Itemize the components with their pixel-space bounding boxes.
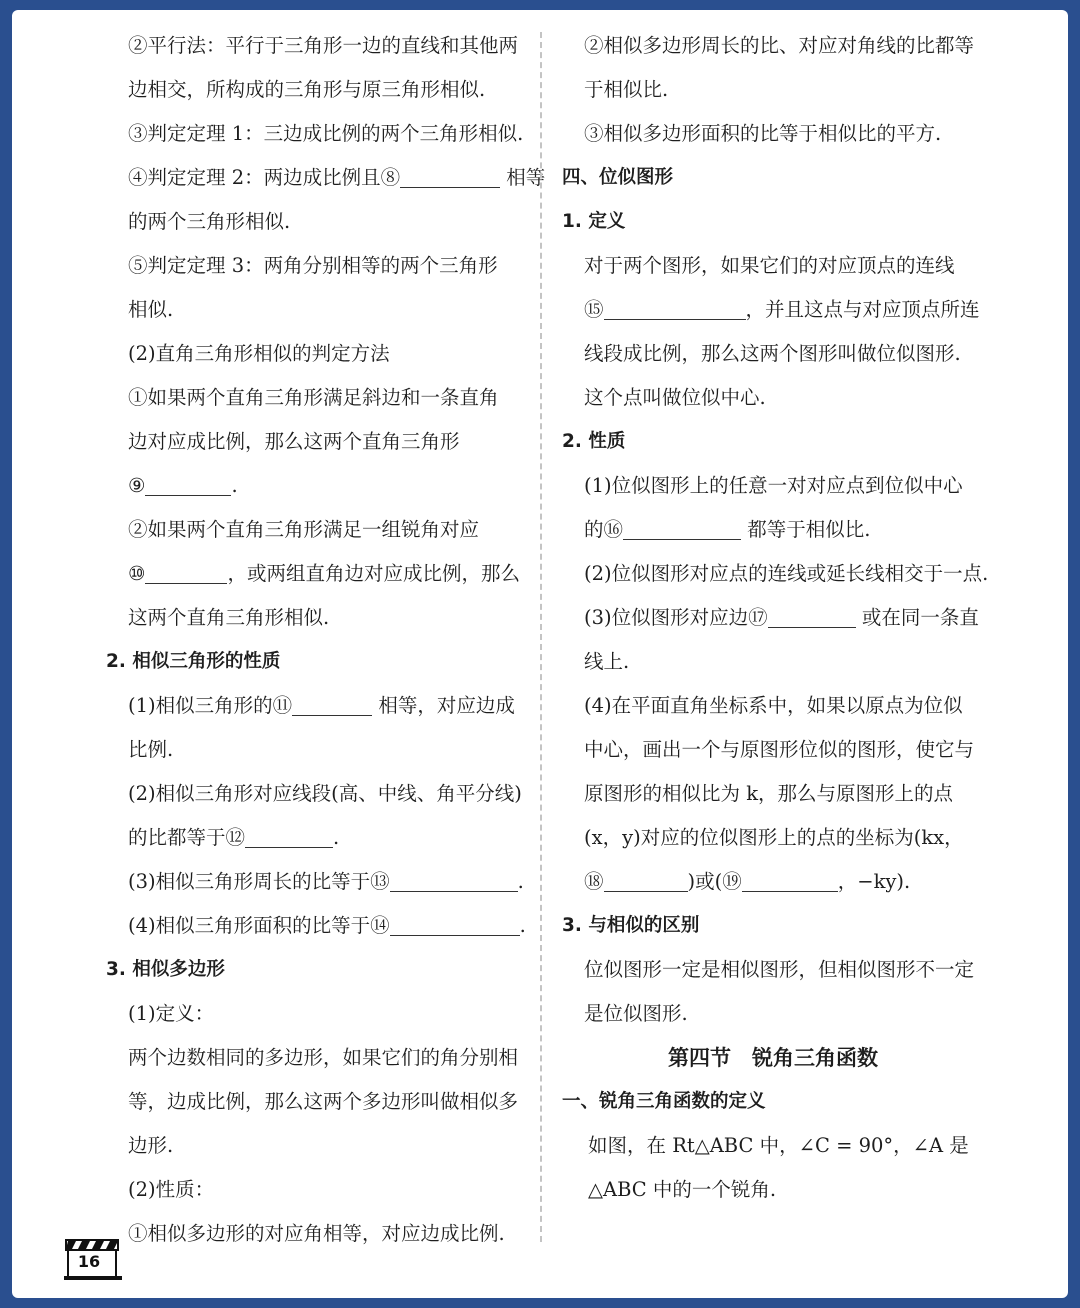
line-text: (2)直角三角形相似的判定方法 [128,342,390,365]
line-text: ⑩ [128,562,146,585]
left-text-line [128,816,339,860]
left-text-line [128,464,238,508]
line-text-after: . [333,826,340,849]
left-text-line [106,640,280,684]
left-text-line [128,1212,505,1256]
right-text-line [588,1168,776,1212]
line-text: 的两个三角形相似. [128,210,291,233]
line-text: (3)相似三角形周长的比等于⑬ [128,870,390,893]
line-text: 原图形的相似比为 k，那么与原图形上的点 [584,782,954,805]
left-text-line [128,552,520,596]
right-text-line [584,332,961,376]
line-text: 于相似比. [584,78,669,101]
line-text-after: 都等于相似比. [741,518,871,541]
line-text: 四、位似图形 [562,167,674,188]
fill-in-blank[interactable] [768,601,856,628]
page-number: 16 [77,1252,101,1271]
line-text: 等，边成比例，那么这两个多边形叫做相似多 [128,1090,519,1113]
line-text: ⑮ [584,298,604,321]
right-text-line [562,1080,766,1124]
line-text: 边形. [128,1134,174,1157]
column-divider [540,32,542,1242]
right-text-line [584,860,910,904]
fill-in-blank[interactable] [604,293,746,320]
line-text-after: 相等，对应边成 [372,694,515,717]
line-text: 2. 相似三角形的性质 [106,651,281,672]
right-text-line [584,376,766,420]
right-text-line [584,508,870,552]
line-text: (4)在平面直角坐标系中，如果以原点为位似 [584,694,963,717]
left-text-line [128,376,499,420]
right-text-line [584,288,980,332]
left-text-line [128,992,214,1036]
line-text-after: ，或两组直角边对应成比例，那么 [227,562,520,585]
line-text: 边相交，所构成的三角形与原三角形相似. [128,78,486,101]
left-text-line [128,288,173,332]
line-text: (3)位似图形对应边⑰ [584,606,768,629]
right-text-line [584,772,953,816]
right-text-line [584,552,988,596]
line-text: ②平行法：平行于三角形一边的直线和其他两 [128,34,519,57]
line-text: 的比都等于⑫ [128,826,246,849]
right-text-line [584,68,668,112]
left-text-line [128,68,485,112]
line-text: (1)相似三角形的⑪ [128,694,293,717]
left-text-line [128,112,523,156]
fill-in-blank[interactable] [390,865,518,892]
line-text: ③相似多边形面积的比等于相似比的平方. [584,122,942,145]
right-text-line [552,1036,994,1080]
line-text: (1)定义： [128,1002,215,1025]
line-text: ⑨ [128,474,146,497]
left-text-line [128,332,390,376]
line-text: 位似图形一定是相似图形，但相似图形不一定 [584,958,975,981]
fill-in-blank[interactable] [400,161,500,188]
line-text: (2)相似三角形对应线段(高、中线、角平分线) [128,782,522,805]
left-text-line [128,420,460,464]
left-text-line [128,596,329,640]
right-text-line [584,244,955,288]
left-text-line [128,904,526,948]
line-text: 线上. [584,650,630,673]
line-text: (4)相似三角形面积的比等于⑭ [128,914,390,937]
fill-in-blank[interactable] [623,513,741,540]
line-text: ①如果两个直角三角形满足斜边和一条直角 [128,386,499,409]
left-text-line [128,1124,173,1168]
right-text-line [584,684,963,728]
left-text-line [128,684,515,728]
right-text-line [584,992,688,1036]
line-text-after: . [231,474,238,497]
right-text-line [584,464,963,508]
left-text-line [128,244,498,288]
line-text: 的⑯ [584,518,624,541]
document-page [12,10,1068,1298]
fill-in-blank[interactable] [145,557,227,584]
left-text-line [128,1036,518,1080]
fill-in-blank[interactable] [742,865,838,892]
right-text-line [584,596,979,640]
line-text: 1. 定义 [562,211,626,232]
right-text-line [584,640,629,684]
line-text: ③判定定理 1：三边成比例的两个三角形相似. [128,122,524,145]
right-text-line [584,816,964,860]
right-text-line [584,24,974,68]
left-text-line [128,1080,518,1124]
line-text: (x，y)对应的位似图形上的点的坐标为(kx， [584,826,964,849]
line-text: ①相似多边形的对应角相等，对应边成比例. [128,1222,505,1245]
left-text-line [128,860,524,904]
line-text: 两个边数相同的多边形，如果它们的角分别相 [128,1046,519,1069]
right-text-line [562,420,625,464]
line-text: 一、锐角三角函数的定义 [562,1091,766,1112]
line-text: (2)性质： [128,1178,215,1201]
right-text-line [584,112,941,156]
fill-in-blank[interactable] [604,865,688,892]
line-text: ⑤判定定理 3：两角分别相等的两个三角形 [128,254,498,277]
fill-in-blank[interactable] [145,469,231,496]
line-text: ⑱ [584,870,604,893]
right-text-line [584,728,974,772]
left-text-line [128,508,479,552]
fill-in-blank[interactable] [245,821,333,848]
line-text: 中心，画出一个与原图形位似的图形，使它与 [584,738,975,761]
fill-in-blank[interactable] [390,909,520,936]
line-text: 比例. [128,738,174,761]
line-text: 这个点叫做位似中心. [584,386,766,409]
left-text-line [128,200,290,244]
line-text: 这两个直角三角形相似. [128,606,330,629]
line-text-after: )或(⑲ [687,870,742,893]
left-text-line [106,948,225,992]
right-text-line [588,1124,969,1168]
line-text-after: . [517,870,524,893]
line-text: (2)位似图形对应点的连线或延长线相交于一点. [584,562,989,585]
line-text: (1)位似图形上的任意一对对应点到位似中心 [584,474,963,497]
left-text-line [128,772,522,816]
line-text: 相似. [128,298,174,321]
line-text: 边对应成比例，那么这两个直角三角形 [128,430,460,453]
line-text: 如图，在 Rt△ABC 中，∠C = 90°，∠A 是 [588,1134,969,1157]
right-text-line [584,948,974,992]
line-text-after: 相等 [500,166,546,189]
left-text-line [128,1168,214,1212]
line-text: 3. 相似多边形 [106,959,225,980]
line-text-after: ，并且这点与对应顶点所连 [745,298,980,321]
line-text: △ABC 中的一个锐角. [588,1178,777,1201]
right-text-line [562,200,625,244]
left-text-line [128,24,518,68]
line-text: 是位似图形. [584,1002,688,1025]
line-text: 第四节 锐角三角函数 [668,1046,878,1070]
line-text: 线段成比例，那么这两个图形叫做位似图形. [584,342,961,365]
line-text-after: 或在同一条直 [855,606,979,629]
page-number-badge [64,1238,136,1282]
right-text-line [562,904,699,948]
line-text-after: . [519,914,526,937]
left-text-line [128,156,545,200]
right-text-line [562,156,673,200]
line-text: ②如果两个直角三角形满足一组锐角对应 [128,518,480,541]
line-text-after: ，−ky). [837,870,911,893]
line-text: ④判定定理 2：两边成比例且⑧ [128,166,401,189]
line-text: 2. 性质 [562,431,626,452]
line-text: 对于两个图形，如果它们的对应顶点的连线 [584,254,955,277]
fill-in-blank[interactable] [292,689,372,716]
line-text: 3. 与相似的区别 [562,915,700,936]
line-text: ②相似多边形周长的比、对应对角线的比都等 [584,34,975,57]
left-text-line [128,728,173,772]
